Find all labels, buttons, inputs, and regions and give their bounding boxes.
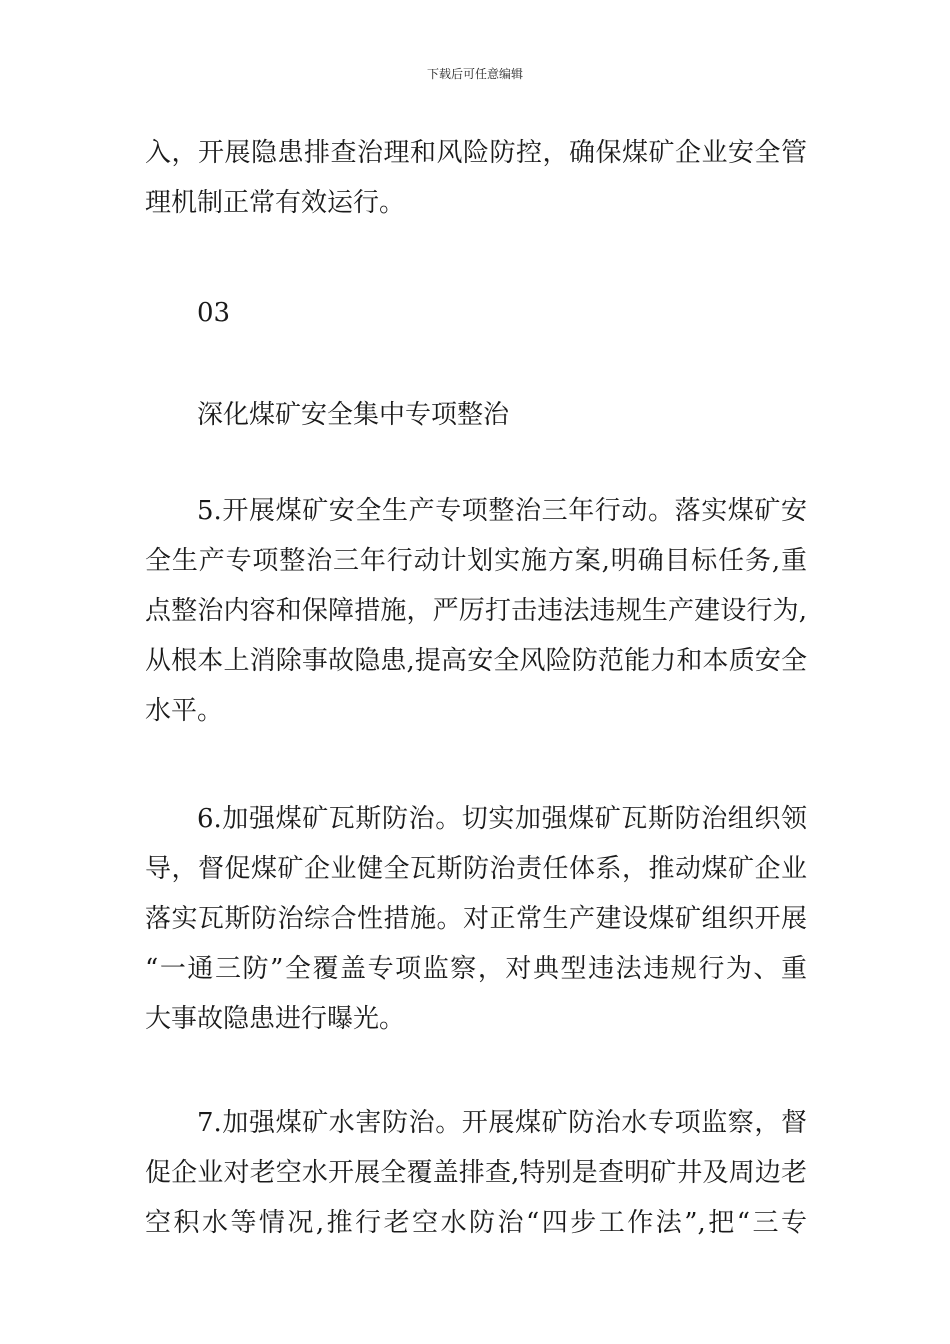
text-line: 5.开展煤矿安全生产专项整治三年行动。落实煤矿安 [197,496,807,526]
intro-paragraph [145,128,807,228]
text-line: 点整治内容和保障措施，严厉打击违法违规生产建设行为, [145,596,807,626]
text-line: “一通三防”全覆盖专项监察，对典型违法违规行为、重 [145,954,807,984]
text-line: 入，开展隐患排查治理和风险防控，确保煤矿企业安全管 [145,138,807,168]
text-line: 落实瓦斯防治综合性措施。对正常生产建设煤矿组织开展 [145,904,807,934]
text-line: 从根本上消除事故隐患,提高安全风险防范能力和本质安全 [145,646,807,676]
text-line: 水平。 [145,696,224,726]
item-6-paragraph [145,794,807,1044]
text-line: 全生产专项整治三年行动计划实施方案,明确目标任务,重 [145,546,807,576]
section-title-text: 深化煤矿安全集中专项整治 [197,400,510,430]
text-line: 7.加强煤矿水害防治。开展煤矿防治水专项监察，督 [197,1108,807,1138]
text-line: 促企业对老空水开展全覆盖排查,特别是查明矿井及周边老 [145,1158,807,1188]
text-line: 大事故隐患进行曝光。 [145,1004,406,1034]
section-number [145,288,807,338]
text-line: 空积水等情况,推行老空水防治“四步工作法”,把“三专 [145,1208,807,1238]
section-number-text: 03 [197,298,231,328]
text-line: 理机制正常有效运行。 [145,188,406,218]
item-7-paragraph [145,1098,807,1248]
text-line: 6.加强煤矿瓦斯防治。切实加强煤矿瓦斯防治组织领 [197,804,807,834]
item-5-paragraph [145,486,807,736]
header-note: 下载后可任意编辑 [426,67,523,81]
section-title [145,390,807,440]
document-body [145,128,807,1248]
text-line: 导，督促煤矿企业健全瓦斯防治责任体系，推动煤矿企业 [145,854,807,884]
